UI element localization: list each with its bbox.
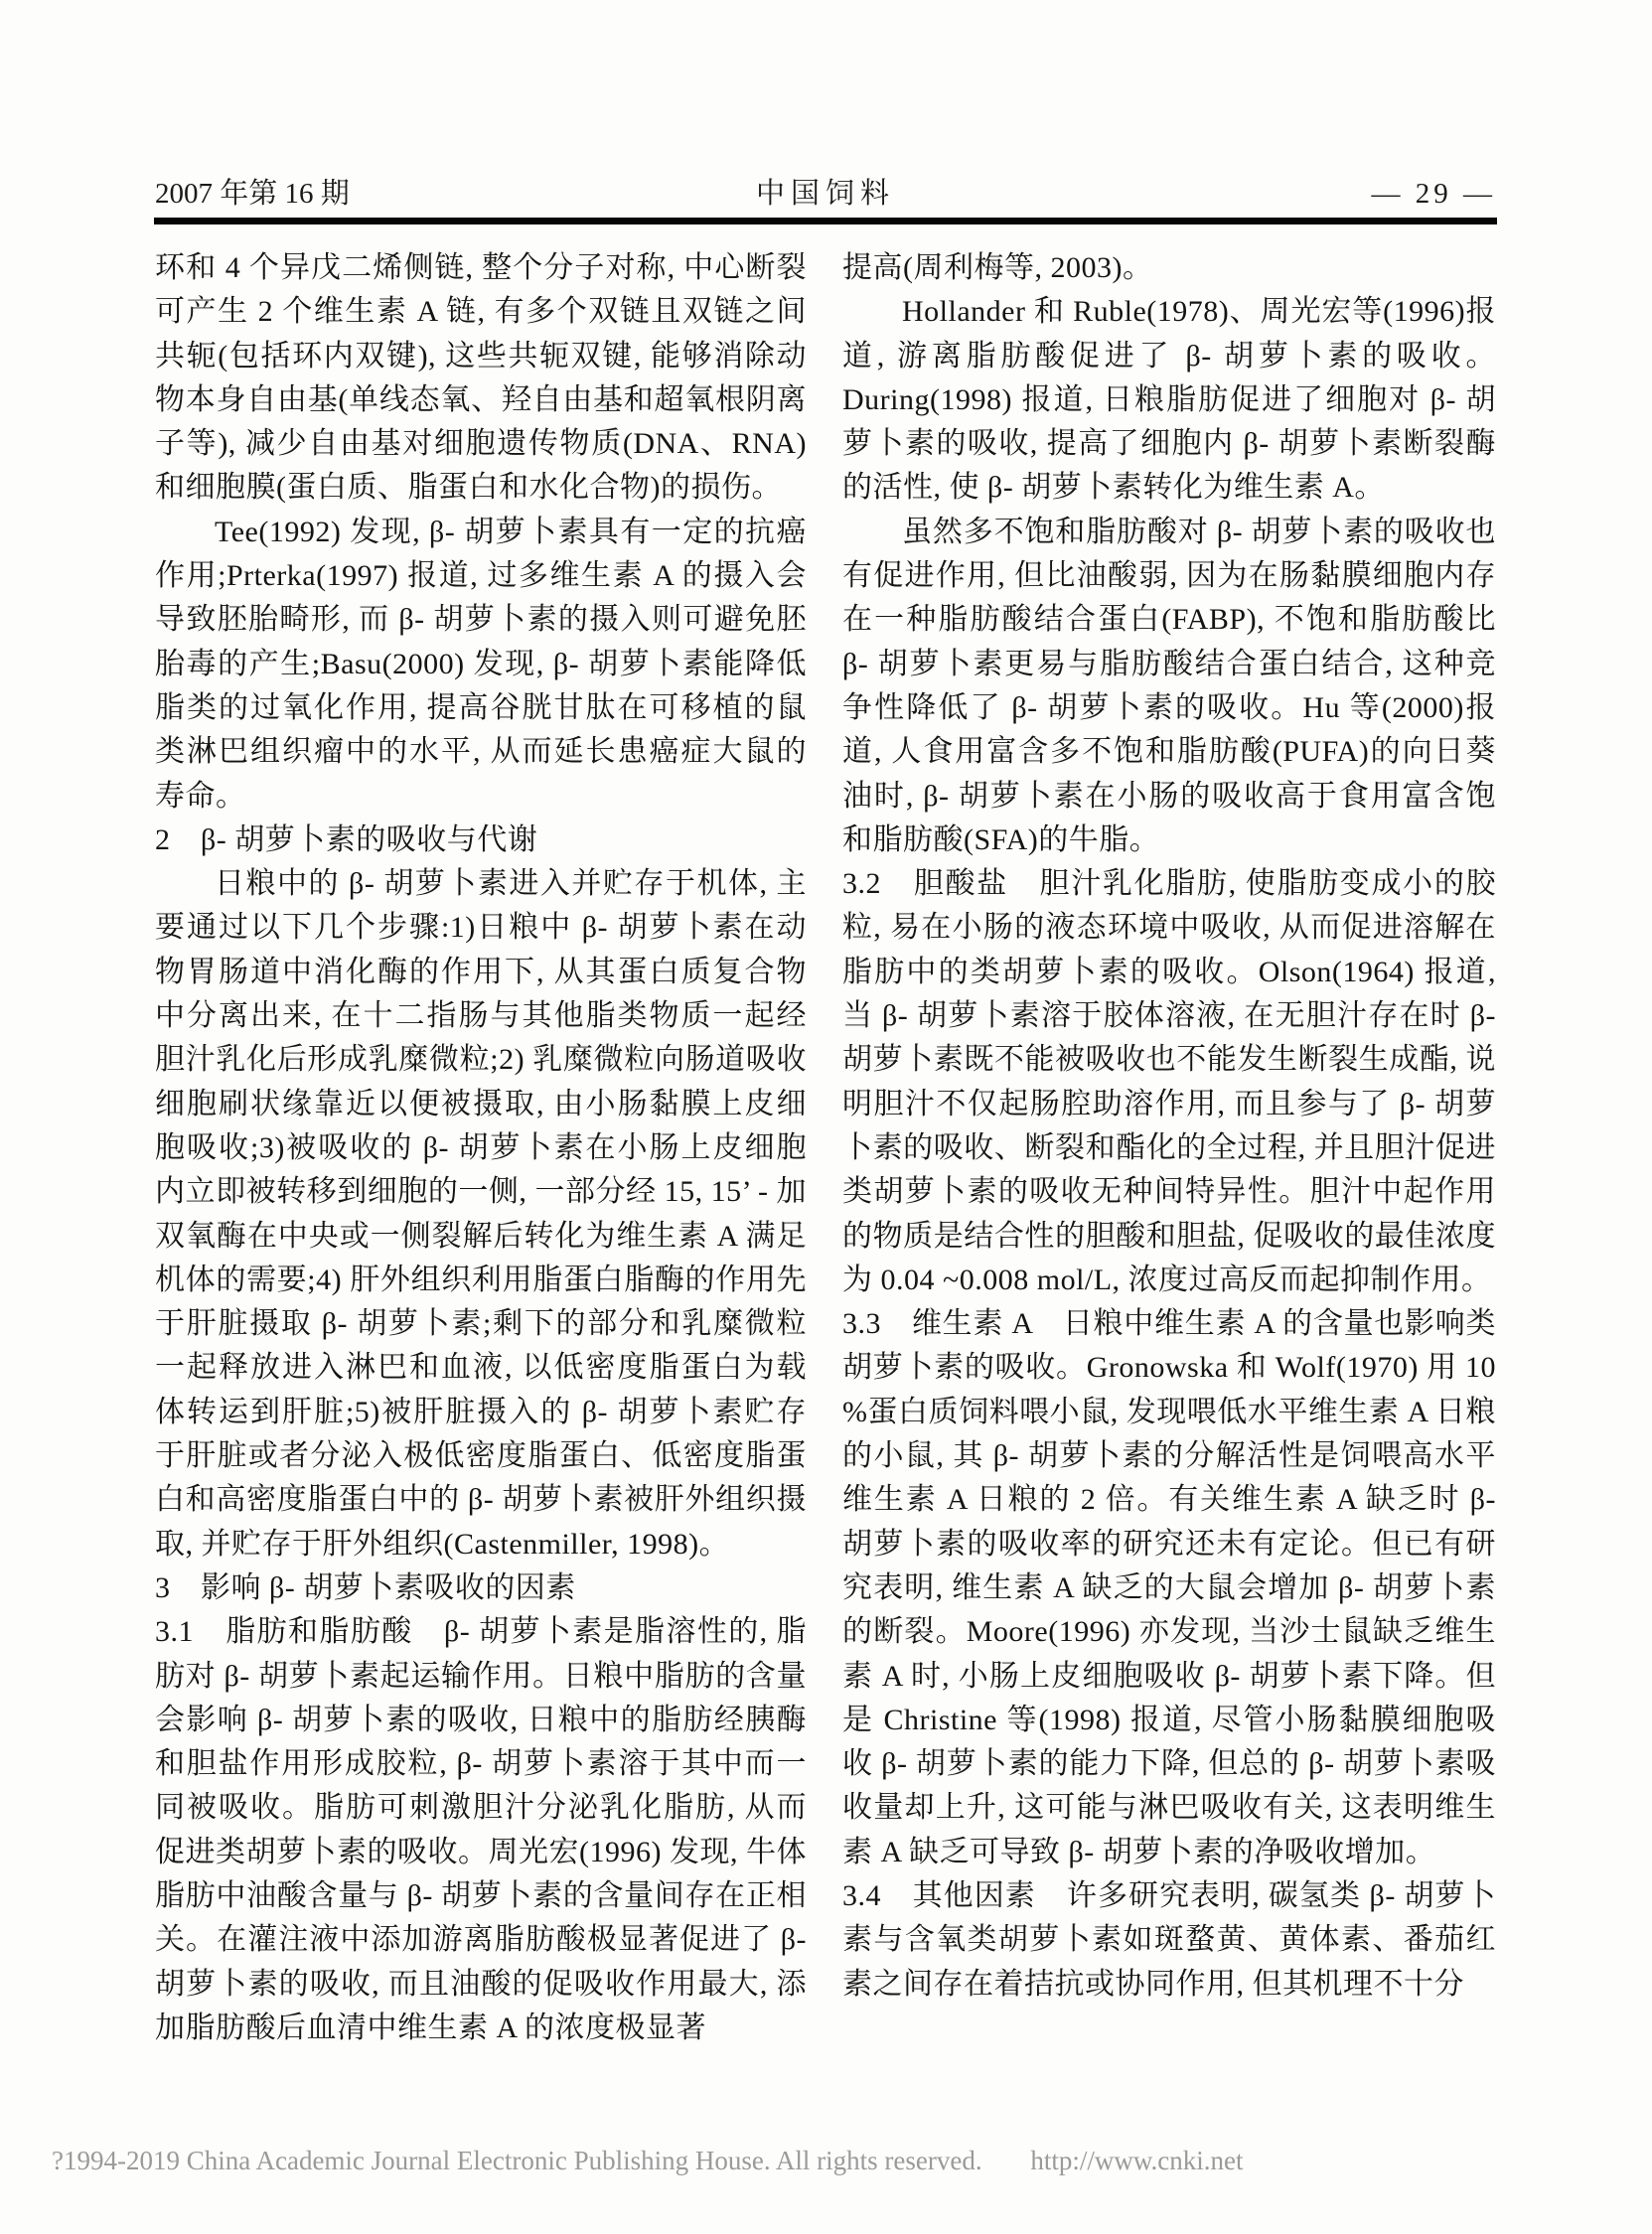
paragraph: 环和 4 个异戊二烯侧链, 整个分子对称, 中心断裂可产生 2 个维生素 A 链, 有多个双链且双链之间共轭(包括环内双键), 这些共轭双键, 能够消除动物本身自由基(单线态氧、羟自由基和超氧根阴离子等), 减少自由基对细胞遗传物质(DNA、RNA)和细胞膜(蛋白质、脂蛋白和水化合物)的损伤。	[155, 251, 807, 505]
copyright-text: ?1994-2019 China Academic Journal Electronic Publishing House. All rights reserved.	[52, 2146, 982, 2175]
paragraph: 3.3 维生素 A 日粮中维生素 A 的含量也影响类胡萝卜素的吸收。Gronowska 和 Wolf(1970) 用 10 %蛋白质饲料喂小鼠, 发现喂低水平维生素 A 日粮的小鼠, 其 β- 胡萝卜素的分解活性是饲喂高水平维生素 A 日粮的 2 倍。有关维生素 A 缺乏时 β- 胡萝卜素的吸收率的研究还未有定论。但已有研究表明, 维生素 A 缺乏的大鼠会增加 β- 胡萝卜素的断裂。Moore(1996) 亦发现, 当沙士鼠缺乏维生素 A 时, 小肠上皮细胞吸收 β- 胡萝卜素下降。但是 Christine 等(1998) 报道, 尽管小肠黏膜细胞吸收 β- 胡萝卜素的能力下降, 但总的 β- 胡萝卜素吸收量却上升, 这可能与淋巴吸收有关, 这表明维生素 A 缺乏可导致 β- 胡萝卜素的净吸收增加。	[842, 1307, 1496, 1868]
section-heading: 2 β- 胡萝卜素的吸收与代谢	[155, 822, 538, 856]
page-number: — 29 —	[1371, 178, 1497, 210]
section-heading: 3 影响 β- 胡萝卜素吸收的因素	[155, 1570, 576, 1604]
paragraph: 提高(周利梅等, 2003)。	[842, 251, 1153, 284]
right-column	[842, 246, 1496, 2104]
paragraph: 日粮中的 β- 胡萝卜素进入并贮存于机体, 主要通过以下几个步骤:1)日粮中 β- 胡萝卜素在动物胃肠道中消化酶的作用下, 从其蛋白质复合物中分离出来, 在十二指肠与其他脂类物质一起经胆汁乳化后形成乳糜微粒;2) 乳糜微粒向肠道吸收细胞刷状缘靠近以便被摄取, 由小肠黏膜上皮细胞吸收;3)被吸收的 β- 胡萝卜素在小肠上皮细胞内立即被转移到细胞的一侧, 一部分经 15, 15’ - 加双氧酶在中央或一侧裂解后转化为维生素 A 满足机体的需要;4) 肝外组织利用脂蛋白脂酶的作用先于肝脏摄取 β- 胡萝卜素;剩下的部分和乳糜微粒一起释放进入淋巴和血液, 以低密度脂蛋白为载体转运到肝脏;5)被肝脏摄入的 β- 胡萝卜素贮存于肝脏或者分泌入极低密度脂蛋白、低密度脂蛋白和高密度脂蛋白中的 β- 胡萝卜素被肝外组织摄取, 并贮存于肝外组织(Castenmiller, 1998)。	[155, 867, 807, 1561]
paragraph: 3.1 脂肪和脂肪酸 β- 胡萝卜素是脂溶性的, 脂肪对 β- 胡萝卜素起运输作用。日粮中脂肪的含量会影响 β- 胡萝卜素的吸收, 日粮中的脂肪经胰酶和胆盐作用形成胶粒, β- 胡萝卜素溶于其中而一同被吸收。脂肪可刺激胆汁分泌乳化脂肪, 从而促进类胡萝卜素的吸收。周光宏(1996) 发现, 牛体脂肪中油酸含量与 β- 胡萝卜素的含量间存在正相关。在灌注液中添加游离脂肪酸极显著促进了 β- 胡萝卜素的吸收, 而且油酸的促吸收作用最大, 添加脂肪酸后血清中维生素 A 的浓度极显著	[155, 1615, 807, 2044]
page-header	[155, 171, 1496, 212]
paragraph: 虽然多不饱和脂肪酸对 β- 胡萝卜素的吸收也有促进作用, 但比油酸弱, 因为在肠黏膜细胞内存在一种脂肪酸结合蛋白(FABP), 不饱和脂肪酸比 β- 胡萝卜素更易与脂肪酸结合蛋白结合, 这种竞争性降低了 β- 胡萝卜素的吸收。Hu 等(2000)报道, 人食用富含多不饱和脂肪酸(PUFA)的向日葵油时, β- 胡萝卜素在小肠的吸收高于食用富含饱和脂肪酸(SFA)的牛脂。	[842, 515, 1496, 856]
paragraph: Tee(1992) 发现, β- 胡萝卜素具有一定的抗癌作用;Prterka(1997) 报道, 过多维生素 A 的摄入会导致胚胎畸形, 而 β- 胡萝卜素的摄入则可避免胚胎毒的产生;Basu(2000) 发现, β- 胡萝卜素能降低脂类的过氧化作用, 提高谷胱甘肽在可移植的鼠类淋巴组织瘤中的水平, 从而延长患癌症大鼠的寿命。	[155, 515, 807, 813]
paragraph: 3.2 胆酸盐 胆汁乳化脂肪, 使脂肪变成小的胶粒, 易在小肠的液态环境中吸收, 从而促进溶解在脂肪中的类胡萝卜素的吸收。Olson(1964) 报道, 当 β- 胡萝卜素溶于胶体溶液, 在无胆汁存在时 β- 胡萝卜素既不能被吸收也不能发生断裂生成酯, 说明胆汁不仅起肠腔助溶作用, 而且参与了 β- 胡萝卜素的吸收、断裂和酯化的全过程, 并且胆汁促进类胡萝卜素的吸收无种间特异性。胆汁中起作用的物质是结合性的胆酸和胆盐, 促吸收的最佳浓度为 0.04 ~0.008 mol/L, 浓度过高反而起抑制作用。	[842, 867, 1496, 1296]
paragraph: 3.4 其他因素 许多研究表明, 碳氢类 β- 胡萝卜素与含氧类胡萝卜素如斑蝥黄、黄体素、番茄红素之间存在着拮抗或协同作用, 但其机理不十分	[842, 1878, 1496, 2001]
issue-label: 2007 年第 16 期	[155, 178, 350, 210]
footer-url: http://www.cnki.net	[1030, 2146, 1244, 2175]
page-footer	[52, 2146, 1244, 2176]
header-rule	[154, 218, 1497, 224]
paragraph: Hollander 和 Ruble(1978)、周光宏等(1996)报道, 游离脂肪酸促进了 β- 胡萝卜素的吸收。During(1998) 报道, 日粮脂肪促进了细胞对 β- 胡萝卜素的吸收, 提高了细胞内 β- 胡萝卜素断裂酶的活性, 使 β- 胡萝卜素转化为维生素 A。	[842, 295, 1496, 505]
journal-title: 中国饲料	[756, 178, 896, 210]
left-column	[155, 246, 807, 2104]
